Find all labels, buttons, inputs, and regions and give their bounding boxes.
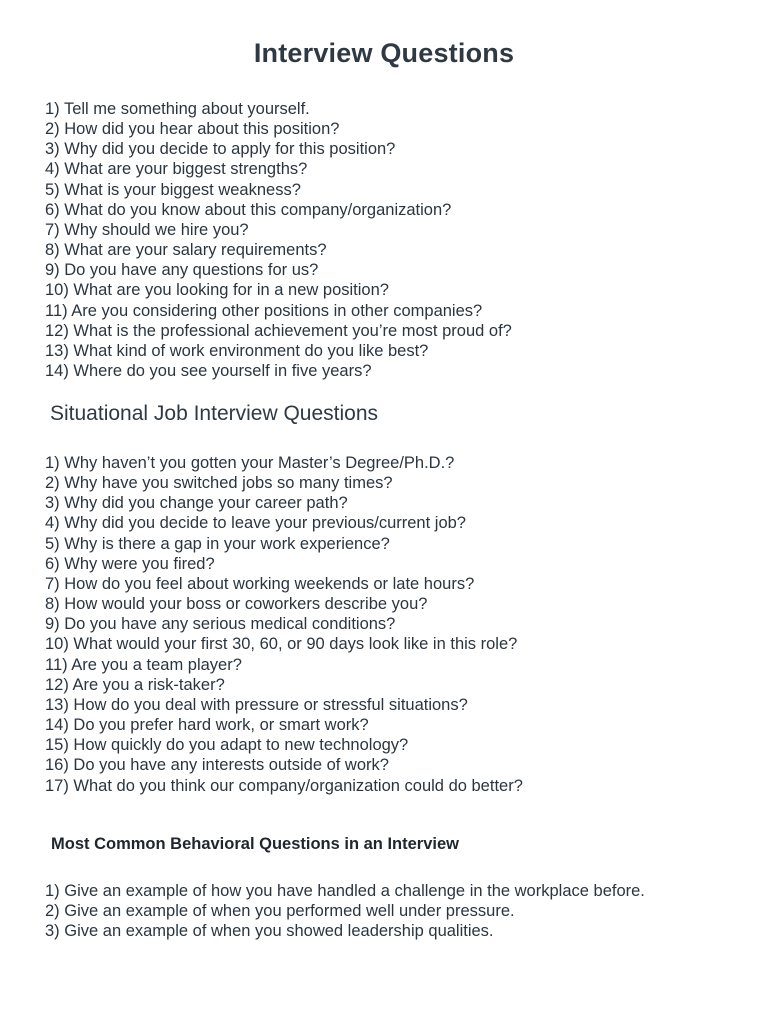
- list-item: 13) How do you deal with pressure or stressful situations?: [45, 695, 468, 714]
- list-item: 9) Do you have any serious medical conditions?: [45, 615, 396, 634]
- list-item: 1) Tell me something about yourself.: [45, 100, 310, 118]
- situational-heading: Situational Job Interview Questions: [50, 402, 379, 425]
- list-item: 11) Are you considering other positions in other companies?: [45, 301, 483, 320]
- list-item: 6) Why were you fired?: [45, 554, 215, 573]
- list-item: 2) How did you hear about this position?: [45, 120, 340, 139]
- list-item: 10) What are you looking for in a new position?: [45, 281, 389, 300]
- list-item: 15) How quickly do you adapt to new technology?: [45, 736, 409, 755]
- list-item: 2) Why have you switched jobs so many times?: [45, 474, 393, 493]
- list-item: 7) How do you feel about working weekends or late hours?: [45, 574, 475, 593]
- list-item: 13) What kind of work environment do you like best?: [45, 341, 429, 360]
- list-item: 14) Where do you see yourself in five years?: [45, 362, 372, 381]
- list-item: 11) Are you a team player?: [45, 655, 242, 674]
- behavioral-questions-list: [45, 881, 735, 941]
- list-item: 12) Are you a risk-taker?: [45, 675, 225, 694]
- list-item: 1) Why haven’t you gotten your Master’s Degree/Ph.D.?: [45, 454, 455, 472]
- list-item: 16) Do you have any interests outside of work?: [45, 756, 389, 775]
- list-item: 14) Do you prefer hard work, or smart work?: [45, 716, 369, 735]
- list-item: 17) What do you think our company/organization could do better?: [45, 776, 523, 795]
- list-item: 1) Give an example of how you have handled a challenge in the workplace before.: [45, 882, 645, 900]
- list-item: 10) What would your first 30, 60, or 90 days look like in this role?: [45, 635, 518, 654]
- page-title: Interview Questions: [253, 38, 515, 68]
- list-item: 5) Why is there a gap in your work experience?: [45, 534, 390, 553]
- list-item: 8) How would your boss or coworkers describe you?: [45, 595, 428, 614]
- behavioral-heading: Most Common Behavioral Questions in an Interview: [51, 835, 459, 853]
- list-item: 4) What are your biggest strengths?: [45, 160, 308, 179]
- list-item: 12) What is the professional achievement you’re most proud of?: [45, 321, 512, 340]
- general-questions-list: [45, 99, 512, 381]
- list-item: 4) Why did you decide to leave your previous/current job?: [45, 514, 466, 533]
- list-item: 7) Why should we hire you?: [45, 220, 249, 239]
- list-item: 3) Why did you change your career path?: [45, 494, 348, 513]
- list-item: 9) Do you have any questions for us?: [45, 261, 319, 280]
- list-item: 8) What are your salary requirements?: [45, 241, 327, 260]
- list-item: 3) Give an example of when you showed leadership qualities.: [45, 922, 494, 941]
- list-item: 5) What is your biggest weakness?: [45, 180, 301, 199]
- situational-questions-list: [45, 453, 523, 796]
- list-item: 2) Give an example of when you performed well under pressure.: [45, 902, 515, 921]
- list-item: 3) Why did you decide to apply for this position?: [45, 140, 396, 159]
- list-item: 6) What do you know about this company/organization?: [45, 200, 452, 219]
